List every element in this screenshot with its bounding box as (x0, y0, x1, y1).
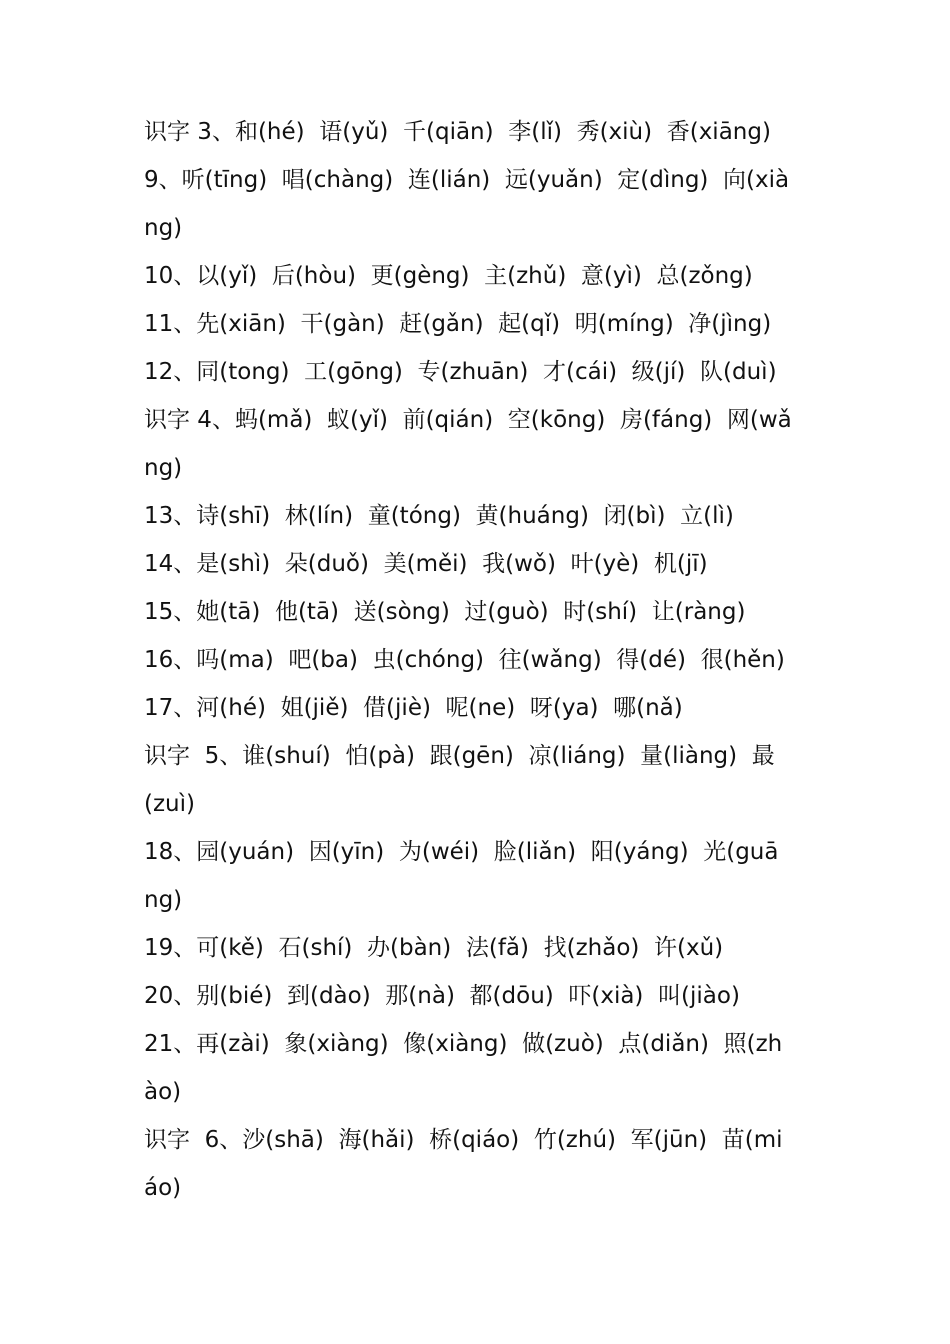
text-line: 13、诗(shī) 林(lín) 童(tóng) 黄(huáng) 闭(bì) 立(lì) (144, 503, 734, 529)
text-line: 识字 6、沙(shā) 海(hǎi) 桥(qiáo) 竹(zhú) 军(jūn) 苗(mi (144, 1127, 783, 1153)
text-line: 识字 3、和(hé) 语(yǔ) 千(qiān) 李(lǐ) 秀(xiù) 香(xiāng) (144, 119, 771, 145)
text-line: ng) (144, 455, 183, 481)
text-line: 17、河(hé) 姐(jiě) 借(jiè) 呢(ne) 呀(ya) 哪(nǎ) (144, 695, 683, 721)
text-line: 19、可(kě) 石(shí) 办(bàn) 法(fǎ) 找(zhǎo) 许(xǔ) (144, 935, 724, 961)
text-line: 12、同(tong) 工(gōng) 专(zhuān) 才(cái) 级(jí) 队(duì) (144, 359, 777, 385)
text-line: 10、以(yǐ) 后(hòu) 更(gèng) 主(zhǔ) 意(yì) 总(zǒng) (144, 263, 753, 289)
text-line: 18、园(yuán) 因(yīn) 为(wéi) 脸(liǎn) 阳(yáng) 光(guā (144, 839, 779, 865)
text-line: 识字 5、谁(shuí) 怕(pà) 跟(gēn) 凉(liáng) 量(liàng) 最 (144, 743, 775, 769)
text-line: 9、听(tīng) 唱(chàng) 连(lián) 远(yuǎn) 定(dìng) 向(xià (144, 167, 790, 193)
text-line: 识字 4、蚂(mǎ) 蚁(yǐ) 前(qián) 空(kōng) 房(fáng) 网(wǎ (144, 407, 792, 433)
text-line: áo) (144, 1175, 182, 1201)
text-line: ng) (144, 215, 183, 241)
document-page (144, 108, 810, 1212)
text-line: ng) (144, 887, 183, 913)
text-line: ào) (144, 1079, 182, 1105)
text-line: 15、她(tā) 他(tā) 送(sòng) 过(guò) 时(shí) 让(ràng) (144, 599, 746, 625)
text-line: 11、先(xiān) 干(gàn) 赶(gǎn) 起(qǐ) 明(míng) 净(jìng) (144, 311, 772, 337)
text-line: (zuì) (144, 791, 195, 817)
text-line: 21、再(zài) 象(xiàng) 像(xiàng) 做(zuò) 点(diǎn) 照(zh (144, 1031, 783, 1057)
text-line: 16、吗(ma) 吧(ba) 虫(chóng) 往(wǎng) 得(dé) 很(hěn) (144, 647, 785, 673)
text-line: 14、是(shì) 朵(duǒ) 美(měi) 我(wǒ) 叶(yè) 机(jī) (144, 551, 708, 577)
text-line: 20、别(bié) 到(dào) 那(nà) 都(dōu) 吓(xià) 叫(jiào) (144, 983, 740, 1009)
